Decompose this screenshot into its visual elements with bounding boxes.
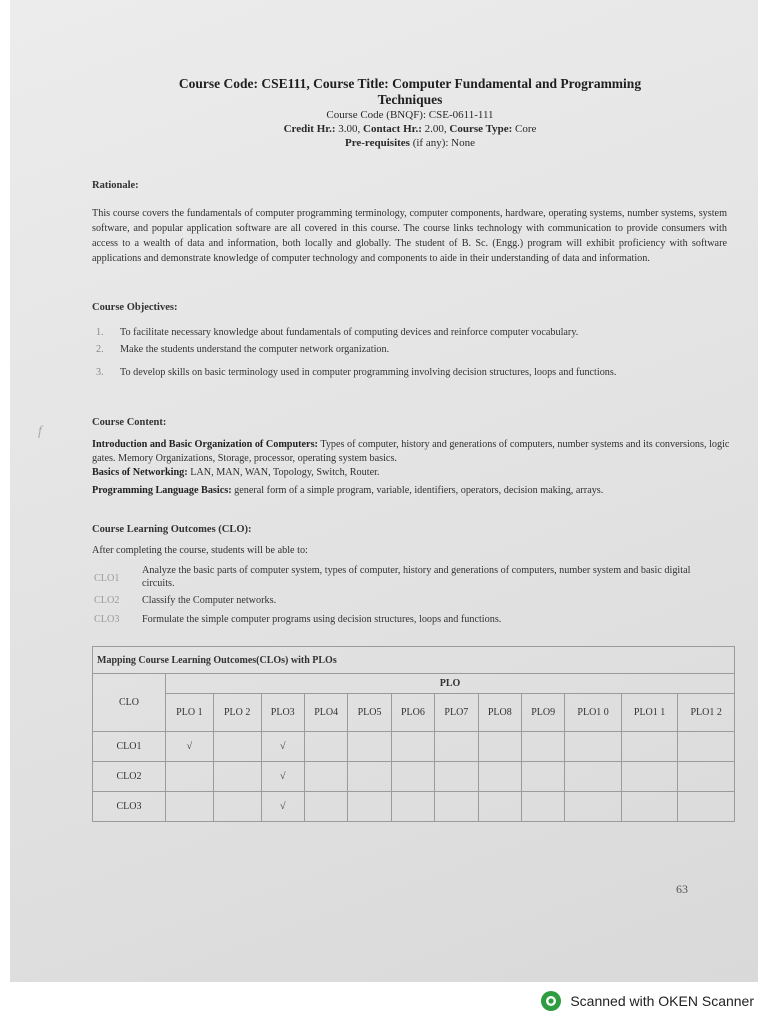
content-topic: [92, 438, 732, 466]
mapping-cell: [678, 792, 735, 822]
table-row: [93, 792, 735, 822]
mapping-cell: [166, 762, 214, 792]
mapping-cell: [521, 792, 564, 822]
mapping-cell: [391, 732, 434, 762]
prereq-line: [100, 136, 720, 150]
clo-code: CLO3: [94, 614, 120, 625]
clo-text: Classify the Computer networks.: [142, 595, 277, 606]
content-topic-title: Programming Language Basics:: [92, 485, 232, 496]
clo-text: Analyze the basic parts of computer system, types of computer, history and generations of computers, number system and basic digital circuits.: [142, 565, 691, 589]
clo-row-label: CLO1: [93, 732, 166, 762]
mapping-cell: [435, 762, 478, 792]
bnqf-value: CSE-0611-111: [428, 109, 494, 121]
objective-number: 3.: [96, 367, 104, 378]
rationale-text: This course covers the fundamentals of computer programming terminology, computer components, hardware, operating systems, number systems, system software, and popular application software are all covered in this course. The course links technology with communication to provide consumers with access to a wealth of data and information, both locally and globally. The student of B. Sc. (Engg.) program will exhibit proficiency with software applications and demonstrate knowledge of computer technology and components to aide in their understanding of data and information.: [92, 208, 727, 264]
content-topic-title: Introduction and Basic Organization of Computers:: [92, 439, 318, 450]
bnqf-label: Course Code (BNQF):: [326, 109, 427, 121]
mapping-cell: [213, 792, 261, 822]
plo-column-header: PLO3: [261, 694, 304, 732]
content-topic-title: Basics of Networking:: [92, 467, 188, 478]
scanner-watermark: [540, 990, 754, 1012]
mapping-cell: [435, 792, 478, 822]
objective-text: To develop skills on basic terminology used in computer programming involving decision structures, loops and functions.: [120, 367, 617, 378]
mapping-cell: [478, 762, 521, 792]
table-row: [93, 762, 735, 792]
credit-line: [100, 122, 720, 136]
mapping-cell: [435, 732, 478, 762]
contact-value: 2.00,: [424, 123, 447, 135]
clo-row-label: CLO3: [93, 792, 166, 822]
clo-row-label: CLO2: [93, 762, 166, 792]
clo-item: [94, 594, 714, 607]
mapping-cell: [391, 762, 434, 792]
plo-column-header: PLO1 2: [678, 694, 735, 732]
mapping-cell: [621, 792, 677, 822]
mapping-cell: [565, 792, 621, 822]
mapping-cell: [304, 792, 347, 822]
prereq-label: Pre-requisites: [344, 137, 410, 149]
plo-group-header: PLO: [166, 674, 735, 694]
mapping-cell: [565, 732, 621, 762]
content-topic-text: general form of a simple program, variable, identifiers, operators, decision making, arrays.: [234, 485, 604, 496]
clo-item: [94, 613, 714, 626]
mapping-cell: [166, 792, 214, 822]
content-topic: [92, 484, 732, 498]
content-topic: [92, 466, 732, 480]
mapping-cell: [621, 762, 677, 792]
scanner-text: Scanned with OKEN Scanner: [570, 993, 754, 1009]
clo-text: Formulate the simple computer programs using decision structures, loops and functions.: [142, 614, 502, 625]
mapping-cell: [521, 762, 564, 792]
credit-value: 3.00,: [338, 123, 361, 135]
objective-number: 1.: [96, 327, 104, 338]
plo-column-header: PLO8: [478, 694, 521, 732]
plo-column-header: PLO1 1: [621, 694, 677, 732]
plo-column-header: PLO4: [304, 694, 347, 732]
clo-heading: Course Learning Outcomes (CLO):: [92, 524, 252, 535]
type-label: Course Type:: [449, 123, 513, 135]
plo-column-header: PLO 2: [213, 694, 261, 732]
mapping-cell: [621, 732, 677, 762]
plo-column-header: PLO1 0: [565, 694, 621, 732]
plo-column-header: PLO9: [521, 694, 564, 732]
mapping-cell: [678, 762, 735, 792]
mapping-cell: √: [166, 732, 214, 762]
objective-item: [96, 366, 726, 379]
mapping-cell: [521, 732, 564, 762]
page-number: 63: [676, 882, 688, 896]
mapping-cell: √: [261, 792, 304, 822]
objective-number: 2.: [96, 344, 104, 355]
bnqf-line: [100, 108, 720, 122]
mapping-cell: [348, 732, 391, 762]
mapping-cell: √: [261, 762, 304, 792]
mapping-cell: [348, 792, 391, 822]
clo-column-header: CLO: [93, 674, 166, 732]
objective-text: To facilitate necessary knowledge about fundamentals of computing devices and reinforce computer vocabulary.: [120, 327, 579, 338]
mapping-cell: [304, 732, 347, 762]
objective-item: [96, 326, 726, 339]
course-title-line-1: Course Code: CSE111, Course Title: Computer Fundamental and Programming: [178, 76, 642, 91]
plo-column-header: PLO 1: [166, 694, 214, 732]
rationale-heading: Rationale:: [92, 180, 139, 191]
content-topic-text: Types of computer, history and generations of computers, number systems and its conversions, logic gates. Memory Organizations, Storage, processor, operating system basics.: [92, 439, 730, 464]
plo-column-header: PLO6: [391, 694, 434, 732]
mapping-cell: [678, 732, 735, 762]
course-title-line-2: Techniques: [377, 92, 443, 107]
clo-plo-mapping-table: [92, 646, 735, 822]
content-heading: Course Content:: [92, 417, 167, 428]
table-row: [93, 732, 735, 762]
contact-label: Contact Hr.:: [363, 123, 422, 135]
oken-scanner-logo-icon: [540, 990, 562, 1012]
margin-pen-mark: f: [38, 424, 42, 439]
clo-code: CLO1: [94, 573, 120, 584]
plo-column-header: PLO5: [348, 694, 391, 732]
mapping-cell: [213, 732, 261, 762]
mapping-cell: [348, 762, 391, 792]
objectives-heading: Course Objectives:: [92, 302, 178, 313]
mapping-caption: Mapping Course Learning Outcomes(CLOs) with PLOs: [93, 647, 735, 674]
mapping-cell: [213, 762, 261, 792]
prereq-value: (if any): None: [412, 137, 476, 149]
credit-label: Credit Hr.:: [283, 123, 336, 135]
clo-code: CLO2: [94, 595, 120, 606]
mapping-cell: [304, 762, 347, 792]
mapping-cell: [478, 792, 521, 822]
type-value: Core: [515, 123, 537, 135]
content-topic-text: LAN, MAN, WAN, Topology, Switch, Router.: [190, 467, 380, 478]
mapping-cell: [478, 732, 521, 762]
clo-intro: After completing the course, students will be able to:: [92, 545, 308, 556]
objective-item: [96, 343, 726, 356]
course-header: [100, 76, 720, 150]
clo-item: [94, 564, 714, 590]
plo-column-header: PLO7: [435, 694, 478, 732]
mapping-cell: [565, 762, 621, 792]
objective-text: Make the students understand the computer network organization.: [120, 344, 390, 355]
mapping-cell: [391, 792, 434, 822]
mapping-cell: √: [261, 732, 304, 762]
